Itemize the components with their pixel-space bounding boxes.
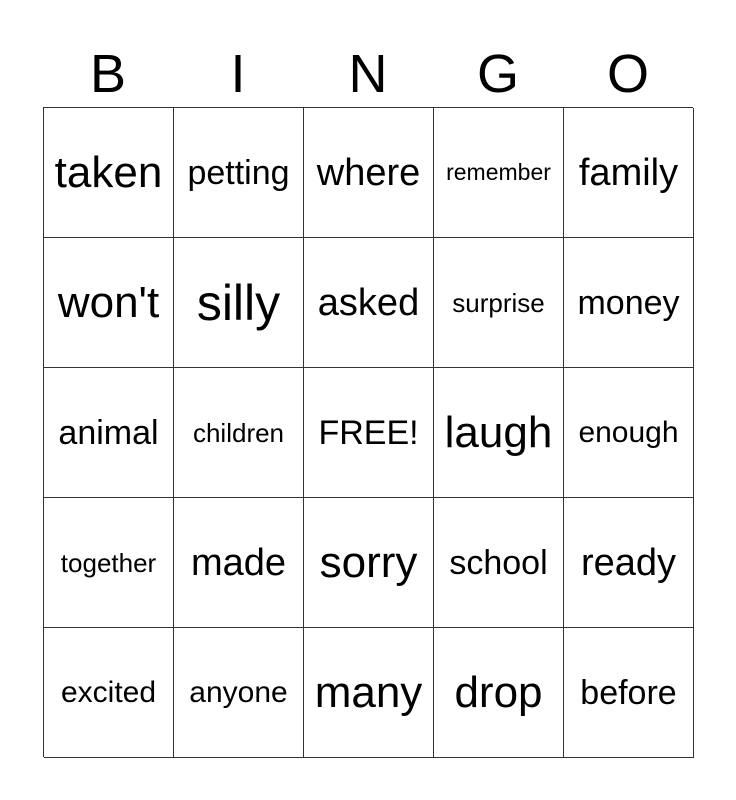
header-letter-b: B xyxy=(89,44,127,104)
bingo-cell[interactable]: made xyxy=(174,498,304,628)
free-space-cell[interactable]: FREE! xyxy=(304,368,434,498)
bingo-cell[interactable]: before xyxy=(564,628,694,758)
bingo-cell[interactable]: where xyxy=(304,108,434,238)
bingo-cell[interactable]: excited xyxy=(44,628,174,758)
bingo-cell[interactable]: drop xyxy=(434,628,564,758)
bingo-board xyxy=(43,107,693,757)
bingo-cell[interactable]: ready xyxy=(564,498,694,628)
bingo-cell[interactable]: asked xyxy=(304,238,434,368)
bingo-cell[interactable]: petting xyxy=(174,108,304,238)
bingo-cell[interactable]: anyone xyxy=(174,628,304,758)
header-letter-i: I xyxy=(230,44,246,104)
bingo-cell[interactable]: taken xyxy=(44,108,174,238)
bingo-cell[interactable]: surprise xyxy=(434,238,564,368)
bingo-header xyxy=(43,40,693,108)
bingo-cell[interactable]: won't xyxy=(44,238,174,368)
header-letter-n: N xyxy=(348,44,388,104)
header-letter-o: O xyxy=(606,44,649,104)
bingo-cell[interactable]: animal xyxy=(44,368,174,498)
bingo-cell[interactable]: family xyxy=(564,108,694,238)
bingo-cell[interactable]: sorry xyxy=(304,498,434,628)
bingo-cell[interactable]: laugh xyxy=(434,368,564,498)
bingo-cell[interactable]: remember xyxy=(434,108,564,238)
bingo-cell[interactable]: money xyxy=(564,238,694,368)
header-letter-g: G xyxy=(476,44,519,104)
bingo-cell[interactable]: enough xyxy=(564,368,694,498)
bingo-cell[interactable]: children xyxy=(174,368,304,498)
bingo-cell[interactable]: school xyxy=(434,498,564,628)
bingo-cell[interactable]: many xyxy=(304,628,434,758)
bingo-cell[interactable]: together xyxy=(44,498,174,628)
bingo-cell[interactable]: silly xyxy=(174,238,304,368)
